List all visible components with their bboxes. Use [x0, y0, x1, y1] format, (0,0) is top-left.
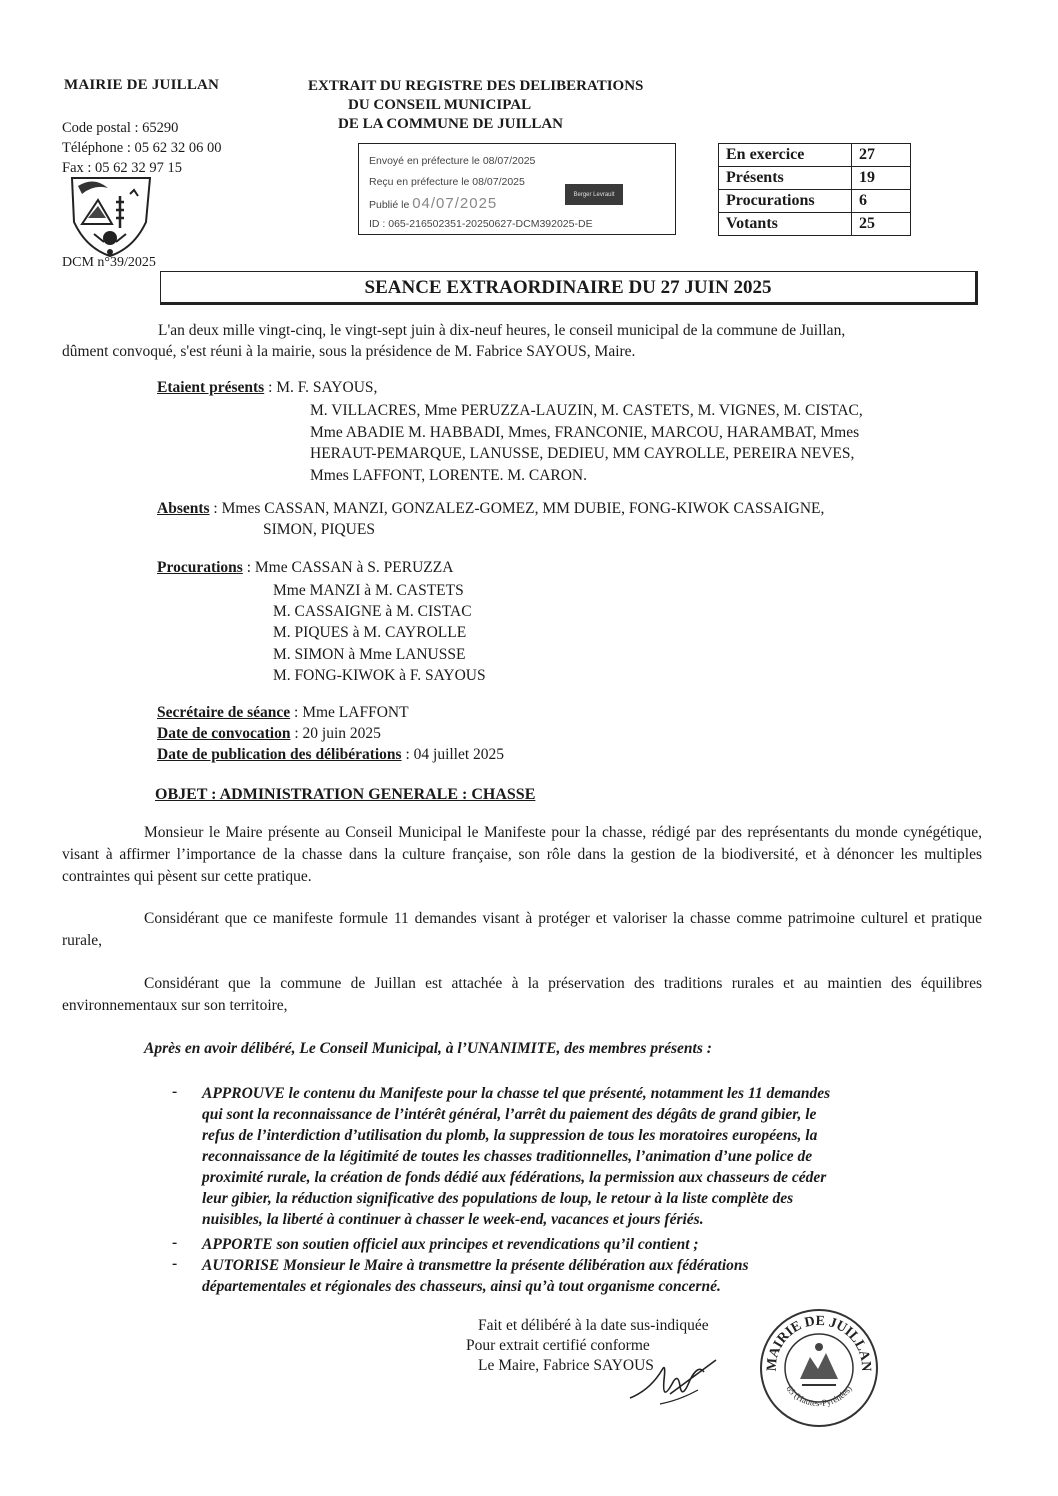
publication-value: : 04 juillet 2025 — [405, 746, 505, 763]
stats-value: 19 — [852, 167, 911, 190]
absents-first: : Mmes CASSAN, MANZI, GONZALEZ-GOMEZ, MM DUBIE, FONG-KIWOK CASSAIGNE, — [213, 500, 825, 517]
stats-label: Présents — [719, 167, 852, 190]
signoff-line: Pour extrait certifié conforme — [466, 1337, 650, 1354]
fax: Fax : 05 62 32 97 15 — [62, 160, 183, 176]
procurations-label: Procurations — [157, 559, 243, 576]
publie-line — [369, 193, 675, 214]
convocation-label: Date de convocation — [157, 725, 291, 742]
decision-line: APPROUVE le contenu du Manifeste pour la chasse tel que présenté, notamment les 11 demandes — [202, 1085, 831, 1102]
absents-label: Absents — [157, 500, 210, 517]
prefecture-stamp-box — [358, 143, 676, 235]
presents-line: M. VILLACRES, Mme PERUZZA-LAUZIN, M. CASTETS, M. VIGNES, M. CISTAC, — [310, 402, 863, 419]
absents-first-line — [157, 500, 824, 518]
procuration-line: M. SIMON à Mme LANUSSE — [273, 645, 466, 663]
decision-line: refus de l’interdiction d’utilisation du plomb, la suppression de tous les moratoires européens, la — [202, 1127, 818, 1144]
extrait-heading — [308, 77, 643, 134]
stats-value: 6 — [852, 190, 911, 213]
presents-line: Mme ABADIE M. HABBADI, Mmes, FRANCONIE, MARCOU, HARAMBAT, Mmes — [310, 423, 860, 441]
procuration-line: M. PIQUES à M. CAYROLLE — [273, 624, 467, 642]
deliberation-statement: Après en avoir délibéré, Le Conseil Municipal, à l’UNANIMITE, des membres présents : — [144, 1040, 712, 1057]
svg-text:MAIRIE DE JUILLAN — [765, 1314, 873, 1372]
telephone: Téléphone : 05 62 32 06 00 — [62, 140, 222, 156]
extrait-line-1: EXTRAIT DU REGISTRE DES DELIBERATIONS — [308, 78, 644, 94]
decision-line: départementales et régionales des chasseurs, ainsi qu’à tout organisme concerné. — [202, 1278, 721, 1295]
decision-line: leur gibier, la réduction significative des populations de loup, le retour à la liste complète des — [202, 1190, 794, 1207]
seance-title: SEANCE EXTRAORDINAIRE DU 27 JUIN 2025 — [160, 271, 978, 305]
stats-label: Procurations — [719, 190, 852, 213]
presents-label: Etaient présents — [157, 379, 265, 396]
procurations-list — [273, 580, 486, 686]
stats-row — [719, 167, 911, 190]
presents-line: HERAUT-PEMARQUE, LANUSSE, DEDIEU, MM CAYROLLE, PEREIRA NEVES, — [310, 445, 855, 462]
svg-text:65 (Hautes-Pyrénées) — [784, 1384, 854, 1408]
session-info — [157, 702, 504, 765]
decision-line: proximité rurale, la création de fonds dédié aux fédérations, la permission aux chasseurs de céder — [202, 1169, 827, 1186]
envoye-prefecture: Envoyé en préfecture le 08/07/2025 — [369, 155, 536, 167]
stats-value: 27 — [852, 144, 911, 167]
decision-line: reconnaissance de la légitimité de toutes les chasses traditionnelles, l’animation d’une police de — [202, 1148, 813, 1165]
decision-line: AUTORISE Monsieur le Maire à transmettre la présente délibération aux fédérations — [202, 1257, 749, 1274]
signoff-line: Le Maire, Fabrice SAYOUS — [478, 1357, 654, 1374]
procurations-first-line — [157, 559, 453, 577]
intro-paragraph — [62, 320, 982, 362]
presents-list — [310, 400, 863, 486]
mairie-title: MAIRIE DE JUILLAN — [64, 77, 220, 93]
decision-autorise — [202, 1255, 749, 1297]
absents-second: SIMON, PIQUES — [263, 521, 375, 538]
stats-label: En exercice — [719, 144, 852, 167]
bullet-dash: - — [172, 1255, 178, 1272]
extrait-line-3: DE LA COMMUNE DE JUILLAN — [338, 116, 564, 132]
stats-label: Votants — [719, 213, 852, 236]
acte-id: ID : 065-216502351-20250627-DCM392025-DE — [369, 218, 593, 230]
paragraph-manifeste: Monsieur le Maire présente au Conseil Municipal le Manifeste pour la chasse, rédigé par des représentants du monde cynégétique, visant à affirmer l’importance de la chasse dans la culture française, son rôle dans la gestion de la biodiversité, et à dénoncer les multiples contraintes qui pèsent sur cette pratique. — [62, 824, 982, 885]
presents-line: Mmes LAFFONT, LORENTE. M. CARON. — [310, 466, 587, 484]
berger-levrault-logo: Berger Levrault — [565, 184, 623, 205]
procuration-line: M. CASSAIGNE à M. CISTAC — [273, 603, 472, 621]
mayor-signature — [620, 1350, 730, 1410]
dcm-number: DCM n°39/2025 — [62, 255, 156, 270]
stats-value: 25 — [852, 213, 911, 236]
convocation-value: : 20 juin 2025 — [294, 725, 381, 742]
publication-label: Date de publication des délibérations — [157, 746, 402, 763]
stats-row — [719, 144, 911, 167]
decision-line: nuisibles, la liberté à continuer à chasser le week-end, vacances et jours fériés. — [202, 1211, 704, 1228]
mairie-official-stamp — [758, 1307, 880, 1429]
objet-heading: OBJET : ADMINISTRATION GENERALE : CHASSE — [155, 786, 536, 803]
intro-line: dûment convoqué, s'est réuni à la mairie, sous la présidence de M. Fabrice SAYOUS, Maire. — [62, 343, 636, 360]
stats-row — [719, 213, 911, 236]
code-postal: Code postal : 65290 — [62, 120, 179, 136]
intro-line: L'an deux mille vingt-cinq, le vingt-sept juin à dix-neuf heures, le conseil municipal de la commune de Juillan, — [158, 322, 846, 339]
contact-block — [62, 118, 221, 178]
decision-line: APPORTE son soutien officiel aux principes et revendications qu’il contient ; — [202, 1236, 699, 1253]
paragraph-considerant-2: Considérant que la commune de Juillan est attachée à la préservation des traditions rurales et au maintien des équilibres environnementaux sur son territoire, — [62, 975, 982, 1014]
paragraph-considerant-1: Considérant que ce manifeste formule 11 demandes visant à protéger et valoriser la chasse comme patrimoine culturel et pratique rurale, — [62, 910, 982, 949]
decision-line: qui sont la reconnaissance de l’intérêt général, l’arrêt du paiement des dégâts de grand gibier, le — [202, 1106, 817, 1123]
bullet-dash: - — [172, 1083, 178, 1100]
decision-approuve — [202, 1083, 830, 1230]
presents-first: : M. F. SAYOUS, — [268, 379, 378, 396]
convocation-line — [157, 723, 504, 744]
extrait-line-2: DU CONSEIL MUNICIPAL — [348, 97, 532, 113]
bullet-dash: - — [172, 1234, 178, 1251]
secretaire-line — [157, 702, 504, 723]
publie-label: Publié le — [369, 199, 410, 211]
presents-first-line — [157, 379, 377, 397]
secretaire-value: : Mme LAFFONT — [294, 704, 409, 721]
publication-line — [157, 744, 504, 765]
procuration-line: M. FONG-KIWOK à F. SAYOUS — [273, 666, 486, 684]
recu-prefecture: Reçu en préfecture le 08/07/2025 — [369, 176, 525, 188]
secretaire-label: Secrétaire de séance — [157, 704, 291, 721]
stats-row — [719, 190, 911, 213]
vote-stats-table — [718, 143, 911, 236]
signoff-line: Fait et délibéré à la date sus-indiquée — [478, 1317, 709, 1334]
publie-date: 04/07/2025 — [412, 195, 498, 212]
juillan-coat-of-arms-logo — [64, 172, 156, 258]
decision-apporte — [202, 1234, 699, 1255]
stamp-top-text: MAIRIE DE JUILLAN — [764, 1313, 874, 1372]
procuration-line: Mme MANZI à M. CASTETS — [273, 582, 464, 599]
procurations-first: : Mme CASSAN à S. PERUZZA — [246, 559, 454, 576]
stamp-bottom-text: 65 (Hautes-Pyrénées) — [784, 1383, 854, 1409]
